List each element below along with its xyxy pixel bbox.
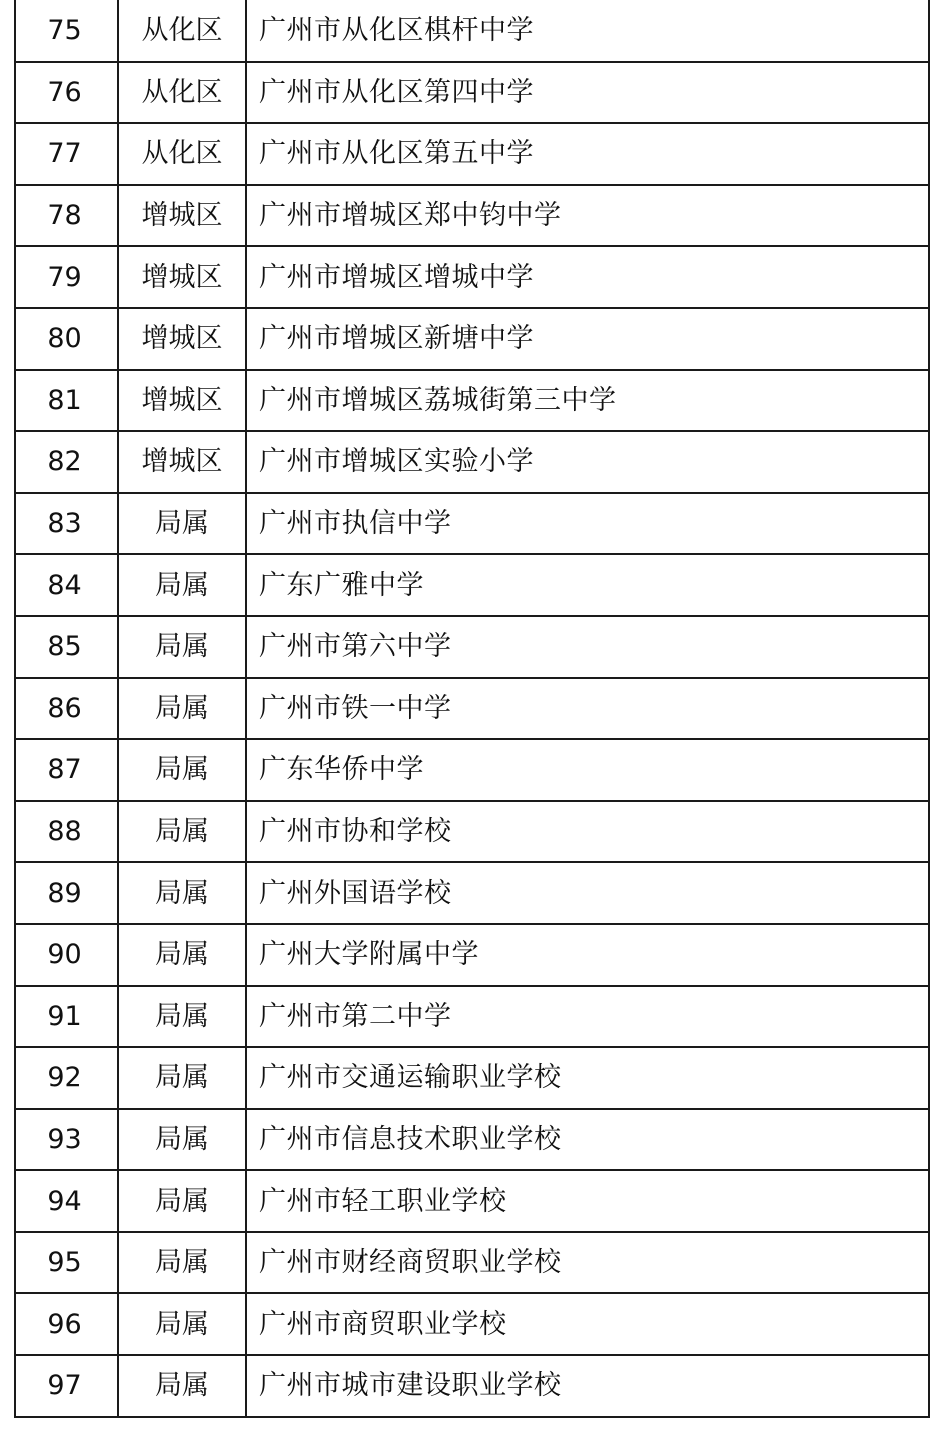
row-number-cell: 95: [15, 1232, 118, 1294]
row-number-cell: 78: [15, 185, 118, 247]
row-number-cell: 93: [15, 1109, 118, 1171]
district-cell: 局属: [118, 862, 246, 924]
table-row: [15, 308, 929, 370]
table-row: [15, 62, 929, 124]
school-name-cell: 广州大学附属中学: [246, 924, 929, 986]
school-name-cell: 广州市第二中学: [246, 986, 929, 1048]
district-cell: 增城区: [118, 370, 246, 432]
table-row: [15, 1293, 929, 1355]
table-row: [15, 370, 929, 432]
school-name-cell: 广东华侨中学: [246, 739, 929, 801]
district-cell: 局属: [118, 924, 246, 986]
table-row: [15, 0, 929, 62]
table-row: [15, 246, 929, 308]
district-cell: 局属: [118, 678, 246, 740]
row-number-cell: 88: [15, 801, 118, 863]
school-name-cell: 广州市交通运输职业学校: [246, 1047, 929, 1109]
district-cell: 局属: [118, 1047, 246, 1109]
school-name-cell: 广州市商贸职业学校: [246, 1293, 929, 1355]
district-cell: 局属: [118, 1293, 246, 1355]
district-cell: 局属: [118, 986, 246, 1048]
row-number-cell: 81: [15, 370, 118, 432]
district-cell: 增城区: [118, 308, 246, 370]
row-number-cell: 84: [15, 554, 118, 616]
school-name-cell: 广州市增城区增城中学: [246, 246, 929, 308]
row-number-cell: 91: [15, 986, 118, 1048]
district-cell: 局属: [118, 493, 246, 555]
district-cell: 局属: [118, 801, 246, 863]
table-row: [15, 678, 929, 740]
school-name-cell: 广州市从化区棋杆中学: [246, 0, 929, 62]
school-name-cell: 广州外国语学校: [246, 862, 929, 924]
row-number-cell: 80: [15, 308, 118, 370]
district-cell: 增城区: [118, 246, 246, 308]
row-number-cell: 75: [15, 0, 118, 62]
school-name-cell: 广州市增城区荔城街第三中学: [246, 370, 929, 432]
table-row: [15, 862, 929, 924]
school-name-cell: 广州市城市建设职业学校: [246, 1355, 929, 1417]
row-number-cell: 86: [15, 678, 118, 740]
district-cell: 局属: [118, 616, 246, 678]
table-row: [15, 123, 929, 185]
district-cell: 从化区: [118, 62, 246, 124]
school-name-cell: 广州市信息技术职业学校: [246, 1109, 929, 1171]
table-row: [15, 1109, 929, 1171]
district-cell: 增城区: [118, 185, 246, 247]
school-name-cell: 广州市铁一中学: [246, 678, 929, 740]
school-name-cell: 广州市增城区实验小学: [246, 431, 929, 493]
table-row: [15, 924, 929, 986]
table-body: [15, 0, 929, 1417]
row-number-cell: 77: [15, 123, 118, 185]
row-number-cell: 79: [15, 246, 118, 308]
table-row: [15, 801, 929, 863]
table-row: [15, 986, 929, 1048]
row-number-cell: 83: [15, 493, 118, 555]
row-number-cell: 76: [15, 62, 118, 124]
school-name-cell: 广州市协和学校: [246, 801, 929, 863]
school-name-cell: 广州市从化区第五中学: [246, 123, 929, 185]
school-name-cell: 广州市增城区新塘中学: [246, 308, 929, 370]
school-name-cell: 广州市轻工职业学校: [246, 1170, 929, 1232]
school-name-cell: 广州市从化区第四中学: [246, 62, 929, 124]
table-row: [15, 1232, 929, 1294]
district-cell: 局属: [118, 554, 246, 616]
table-row: [15, 1047, 929, 1109]
district-cell: 从化区: [118, 123, 246, 185]
school-name-cell: 广州市第六中学: [246, 616, 929, 678]
table-row: [15, 1170, 929, 1232]
district-cell: 增城区: [118, 431, 246, 493]
district-cell: 局属: [118, 1170, 246, 1232]
district-cell: 局属: [118, 1232, 246, 1294]
table-row: [15, 1355, 929, 1417]
table-row: [15, 493, 929, 555]
school-list-table-container: [14, 0, 928, 1418]
row-number-cell: 92: [15, 1047, 118, 1109]
row-number-cell: 87: [15, 739, 118, 801]
district-cell: 从化区: [118, 0, 246, 62]
district-cell: 局属: [118, 1355, 246, 1417]
table-row: [15, 431, 929, 493]
row-number-cell: 97: [15, 1355, 118, 1417]
school-name-cell: 广东广雅中学: [246, 554, 929, 616]
row-number-cell: 82: [15, 431, 118, 493]
table-row: [15, 616, 929, 678]
district-cell: 局属: [118, 1109, 246, 1171]
district-cell: 局属: [118, 739, 246, 801]
school-name-cell: 广州市增城区郑中钧中学: [246, 185, 929, 247]
table-row: [15, 739, 929, 801]
row-number-cell: 96: [15, 1293, 118, 1355]
row-number-cell: 89: [15, 862, 118, 924]
school-list-table: [14, 0, 930, 1418]
table-row: [15, 185, 929, 247]
row-number-cell: 94: [15, 1170, 118, 1232]
school-name-cell: 广州市财经商贸职业学校: [246, 1232, 929, 1294]
row-number-cell: 85: [15, 616, 118, 678]
row-number-cell: 90: [15, 924, 118, 986]
school-name-cell: 广州市执信中学: [246, 493, 929, 555]
table-row: [15, 554, 929, 616]
